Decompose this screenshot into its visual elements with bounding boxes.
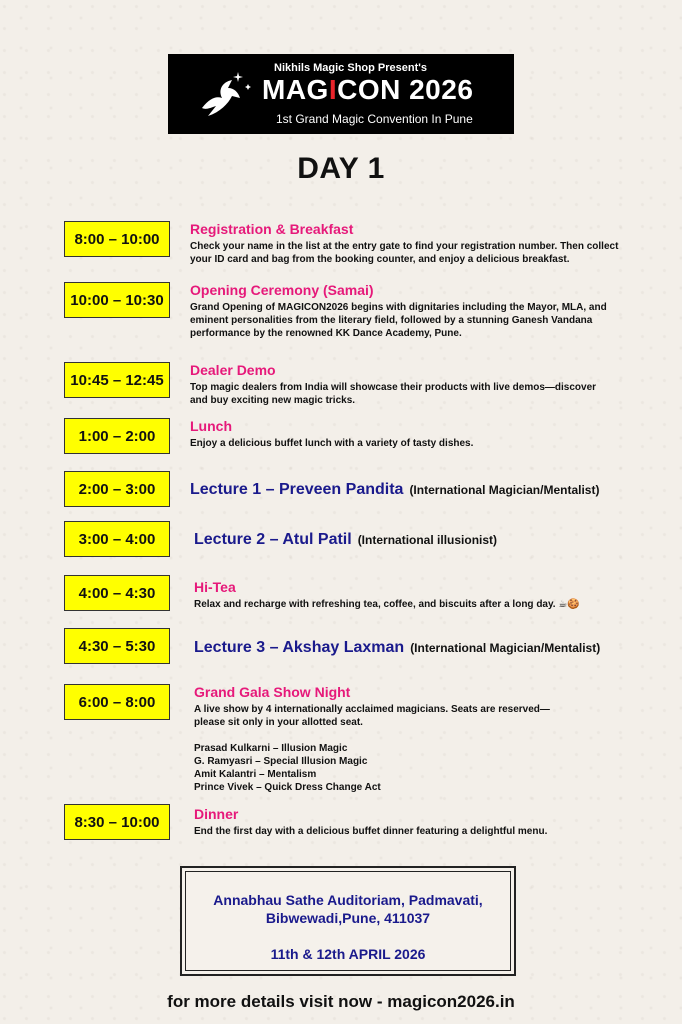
lecturer-name: Akshay Laxman xyxy=(282,639,405,656)
description-line: Prince Vivek – Quick Dress Change Act xyxy=(194,782,381,793)
lecturer-role: (International Magician/Mentalist) xyxy=(409,483,600,497)
event-description xyxy=(190,240,618,266)
event-description xyxy=(194,825,547,838)
event-dates: 11th & 12th APRIL 2026 xyxy=(270,946,426,962)
brand-title: MAGICON 2026 xyxy=(262,74,474,105)
event-description xyxy=(194,598,580,611)
event-title: Grand Gala Show Night xyxy=(194,684,351,700)
event-title: Dinner xyxy=(194,806,239,822)
time-slot: 8:30 – 10:00 xyxy=(64,804,170,840)
presenter-text: Nikhils Magic Shop Present's xyxy=(274,62,427,74)
description-line: eminent personalities from the literary field, followed by a stunning Ganesh Vandana xyxy=(190,315,593,326)
event-description xyxy=(190,437,473,450)
event-title: Lunch xyxy=(190,418,232,434)
lecture-row xyxy=(190,481,599,499)
venue-address-line1: Annabhau Sathe Auditoriam, Padmavati, xyxy=(213,892,483,908)
description-line: Top magic dealers from India will showcase their products with live demos—discover xyxy=(190,382,597,393)
description-line: Grand Opening of MAGICON2026 begins with dignitaries including the Mayor, MLA, and xyxy=(190,302,607,313)
lecturer-name: Preveen Pandita xyxy=(278,481,404,498)
time-slot: 2:00 – 3:00 xyxy=(64,471,170,507)
description-line: performance by the renowned KK Dance Academy, Pune. xyxy=(190,328,462,339)
lecture-row xyxy=(194,639,600,657)
description-line: your ID card and bag from the booking counter, and enjoy a delicious breakfast. xyxy=(190,254,570,265)
description-line: Amit Kalantri – Mentalism xyxy=(194,769,317,780)
venue-address-line2: Bibwewadi,Pune, 411037 xyxy=(265,910,431,926)
tagline: 1st Grand Magic Convention In Pune xyxy=(276,112,473,126)
description-line: and buy exciting new magic tricks. xyxy=(190,395,356,406)
event-title: Opening Ceremony (Samai) xyxy=(190,282,374,298)
event-title: Dealer Demo xyxy=(190,362,276,378)
lecture-label: Lecture 1 – xyxy=(190,481,279,498)
lecture-row xyxy=(194,531,497,549)
description-line: G. Ramyasri – Special Illusion Magic xyxy=(194,756,368,767)
time-slot: 6:00 – 8:00 xyxy=(64,684,170,720)
event-banner xyxy=(168,54,514,134)
time-slot: 1:00 – 2:00 xyxy=(64,418,170,454)
time-slot: 10:45 – 12:45 xyxy=(64,362,170,398)
time-slot: 3:00 – 4:00 xyxy=(64,521,170,557)
description-line: A live show by 4 internationally acclaimed magicians. Seats are reserved— xyxy=(194,704,550,715)
lecturer-name: Atul Patil xyxy=(282,531,352,548)
time-slot: 10:00 – 10:30 xyxy=(64,282,170,318)
footer-website: for more details visit now - magicon2026.in xyxy=(167,992,515,1011)
description-line xyxy=(194,729,550,742)
magician-logo-icon xyxy=(198,68,254,124)
time-slot: 4:30 – 5:30 xyxy=(64,628,170,664)
description-line: End the first day with a delicious buffet dinner featuring a delightful menu. xyxy=(194,826,548,837)
description-line: Enjoy a delicious buffet lunch with a variety of tasty dishes. xyxy=(190,438,474,449)
description-line: Check your name in the list at the entry gate to find your registration number. Then collect xyxy=(190,241,619,252)
event-description xyxy=(190,381,596,407)
event-description xyxy=(194,703,550,794)
description-line: Prasad Kulkarni – Illusion Magic xyxy=(194,743,348,754)
venue-box xyxy=(180,866,516,976)
time-slot: 8:00 – 10:00 xyxy=(64,221,170,257)
event-title: Hi-Tea xyxy=(194,579,236,595)
lecturer-role: (International illusionist) xyxy=(357,533,498,547)
lecturer-role: (International Magician/Mentalist) xyxy=(410,641,601,655)
day-title: DAY 1 xyxy=(297,152,385,185)
description-line: please sit only in your allotted seat. xyxy=(194,717,363,728)
description-line: Relax and recharge with refreshing tea, coffee, and biscuits after a long day. ☕🍪 xyxy=(194,599,580,610)
time-slot: 4:00 – 4:30 xyxy=(64,575,170,611)
event-description xyxy=(190,301,607,340)
event-title: Registration & Breakfast xyxy=(190,221,354,237)
lecture-label: Lecture 2 – xyxy=(194,531,283,548)
lecture-label: Lecture 3 – xyxy=(194,639,283,656)
